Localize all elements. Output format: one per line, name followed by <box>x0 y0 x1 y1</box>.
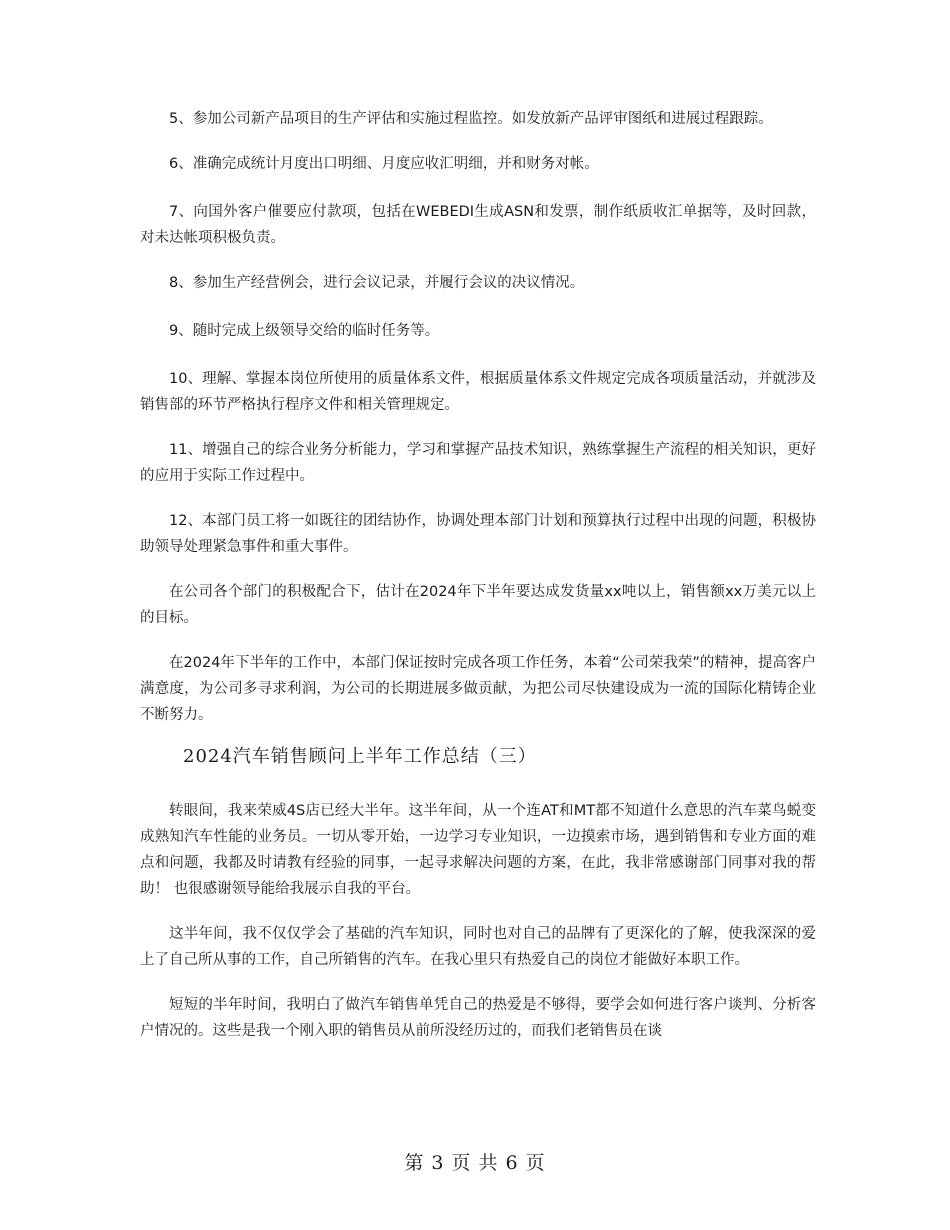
paragraph: 7、向国外客户催要应付款项，包括在WEBEDI生成ASN和发票，制作纸质收汇单据等，及时回款，对未达帐项积极负责。 <box>140 204 816 246</box>
paragraph: 转眼间，我来荣威4S店已经大半年。这半年间，从一个连AT和MT都不知道什么意思的汽车菜鸟蜕变成熟知汽车性能的业务员。一切从零开始，一边学习专业知识，一边摸索市场，遇到销售和专业方面的难点和问题，我都及时请教有经验的同事，一起寻求解决问题的方案，在此，我非常感谢部门同事对我的帮助！ 也很感谢领导能给我展示自我的平台。 <box>140 803 816 897</box>
document-body <box>140 106 816 1044</box>
paragraph: 在2024年下半年的工作中，本部门保证按时完成各项工作任务，本着“公司荣我荣”的精神，提高客户满意度，为公司多寻求利润，为公司的长期进展多做贡献，为把公司尽快建设成为一流的国际化精铸企业不断努力。 <box>140 655 816 723</box>
paragraph: 6、准确完成统计月度出口明细、月度应收汇明细，并和财务对帐。 <box>169 156 599 172</box>
paragraph: 5、参加公司新产品项目的生产评估和实施过程监控。如发放新产品评审图纸和进展过程跟踪。 <box>169 111 773 127</box>
paragraph: 12、本部门员工将一如既往的团结协作，协调处理本部门计划和预算执行过程中出现的问题，积极协助领导处理紧急事件和重大事件。 <box>140 513 816 555</box>
paragraph: 在公司各个部门的积极配合下，估计在2024年下半年要达成发货量xx吨以上，销售额xx万美元以上的目标。 <box>140 584 816 626</box>
paragraph: 8、参加生产经营例会，进行会议记录，并履行会议的决议情况。 <box>169 275 585 291</box>
paragraph: 11、增强自己的综合业务分析能力，学习和掌握产品技术知识，熟练掌握生产流程的相关知识，更好的应用于实际工作过程中。 <box>140 442 816 484</box>
section-title: 2024汽车销售顾问上半年工作总结（三） <box>183 746 537 767</box>
paragraph: 这半年间，我不仅仅学会了基础的汽车知识，同时也对自己的品牌有了更深化的了解，使我深深的爱上了自己所从事的工作，自己所销售的汽车。在我心里只有热爱自己的岗位才能做好本职工作。 <box>140 926 816 968</box>
page-footer: 第 3 页 共 6 页 <box>404 1152 546 1174</box>
paragraph: 10、理解、掌握本岗位所使用的质量体系文件，根据质量体系文件规定完成各项质量活动，并就涉及销售部的环节严格执行程序文件和相关管理规定。 <box>140 371 816 413</box>
paragraph: 短短的半年时间，我明白了做汽车销售单凭自己的热爱是不够得，要学会如何进行客户谈判、分析客户情况的。这些是我一个刚入职的销售员从前所没经历过的，而我们老销售员在谈 <box>140 997 816 1039</box>
paragraph: 9、随时完成上级领导交给的临时任务等。 <box>169 323 440 339</box>
